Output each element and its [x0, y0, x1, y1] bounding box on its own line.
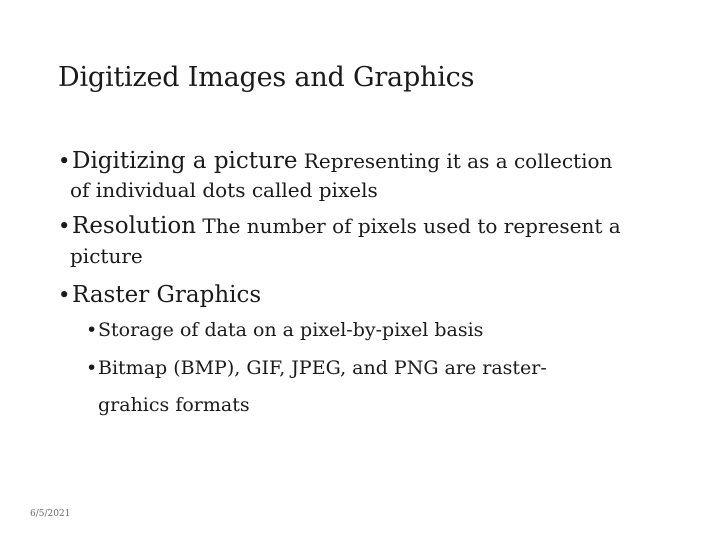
- bullet-description: Representing it as a collection: [297, 149, 613, 173]
- bullet-resolution-continuation: [70, 244, 143, 268]
- bullet-description-cont: of individual dots called pixels: [70, 178, 378, 202]
- bullet-term: Raster Graphics: [72, 282, 262, 308]
- bullet-digitizing-continuation: [70, 178, 378, 202]
- bullet-marker: •: [86, 319, 98, 341]
- sub-bullet-text: Storage of data on a pixel-by-pixel basis: [98, 319, 484, 341]
- sub-bullet-storage: [86, 319, 483, 341]
- bullet-digitizing: [58, 148, 612, 174]
- sub-bullet-text: Bitmap (BMP), GIF, JPEG, and PNG are raster-: [98, 357, 547, 379]
- bullet-raster-graphics: [58, 282, 261, 308]
- bullet-description-cont: picture: [70, 244, 143, 268]
- bullet-marker: •: [58, 283, 71, 307]
- sub-bullet-formats-continuation: grahics formats: [98, 394, 250, 416]
- sub-bullet-formats: [86, 357, 547, 379]
- bullet-marker: •: [58, 149, 71, 173]
- bullet-marker: •: [58, 214, 71, 238]
- bullet-term: Resolution: [72, 213, 197, 239]
- bullet-resolution: [58, 213, 621, 239]
- bullet-marker: •: [86, 357, 98, 379]
- footer-date: 6/5/2021: [30, 509, 71, 519]
- slide-title: Digitized Images and Graphics: [58, 62, 475, 93]
- bullet-description: The number of pixels used to represent a: [196, 214, 621, 238]
- bullet-term: Digitizing a picture: [72, 148, 298, 174]
